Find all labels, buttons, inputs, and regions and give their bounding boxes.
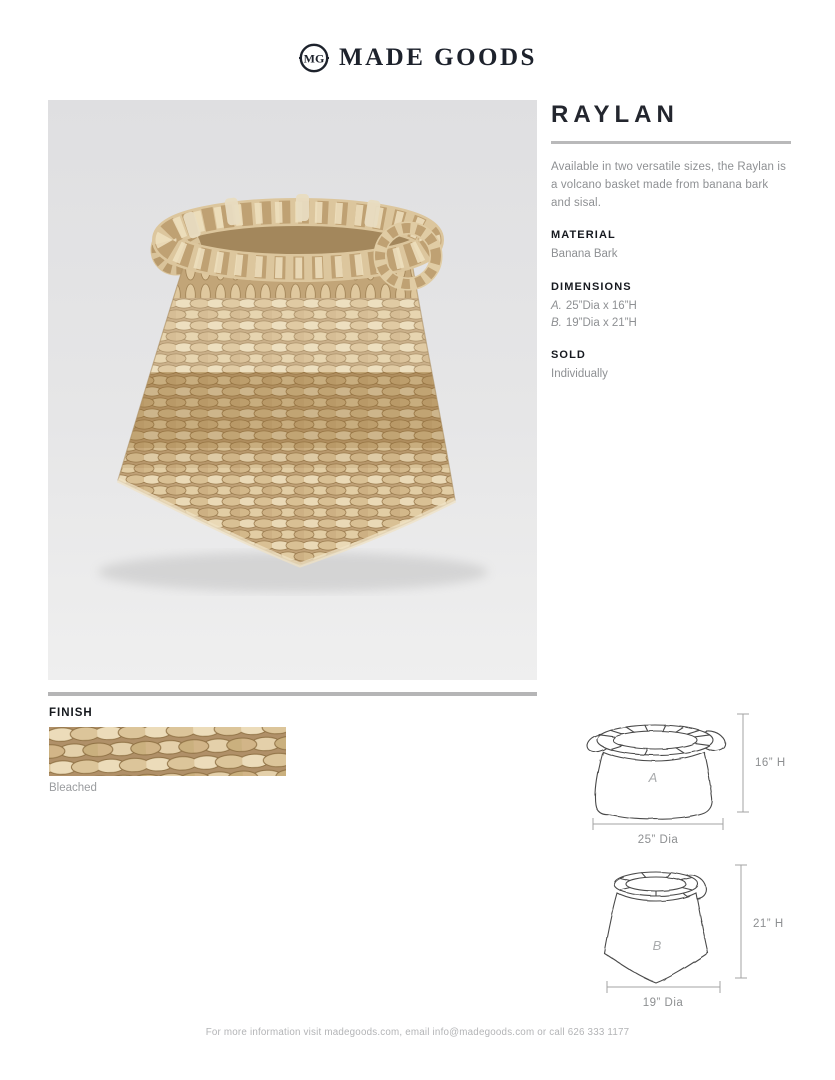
dimension-value-a: 25”Dia x 16”H [565,299,637,312]
brand-name: MADE GOODS [339,44,537,71]
sold-value: Individually [551,368,608,381]
sold-section [551,349,791,383]
footer-contact-line: For more information visit madegoods.com, email info@madegoods.com or call 626 333 1177 [205,1027,630,1038]
finish-swatch-illustration [49,727,286,776]
brand-header [0,42,835,74]
material-value: Banana Bark [551,248,618,261]
material-section [551,229,791,263]
section-divider [48,692,537,696]
diagram-b-height-dimension [735,865,784,978]
finish-swatch [49,727,286,776]
dimension-row-b [551,315,791,332]
diagram-b-width-label: 19” Dia [642,997,684,1009]
product-title: RAYLAN [551,101,679,128]
diagram-b-width-dimension [607,981,720,1009]
dimensions-label: DIMENSIONS [551,280,632,293]
diagram-a-width-dimension [593,818,723,846]
sold-label: SOLD [551,349,586,362]
dimension-variant-a: A. [551,299,562,312]
diagram-b-height-label: 21” H [753,918,784,930]
diagram-b-variant: B [652,938,662,953]
brand-monogram-icon [298,42,330,74]
diagram-b [583,856,833,1021]
dimension-row-a [551,298,791,315]
material-label: MATERIAL [551,229,616,242]
dimensions-section [551,281,791,333]
diagram-b-sketch [604,871,711,983]
dimension-variant-b: B. [551,316,562,329]
monogram-letters: MG [303,51,325,66]
finish-label: FINISH [49,707,93,719]
finish-name: Bleached [49,782,97,794]
dimension-value-b: 19”Dia x 21”H [565,316,637,329]
title-divider [551,141,791,144]
diagram-a [583,700,833,857]
product-description: Available in two versatile sizes, the Raylan is a volcano basket made from banana bark and sisal. [551,161,787,209]
diagram-a-width-label: 25” Dia [637,834,679,846]
basket-photo-illustration [48,100,537,680]
diagram-a-variant: A [648,770,658,785]
product-photo [48,100,537,680]
diagram-a-height-dimension [737,714,786,812]
product-details [551,101,791,383]
diagram-a-height-label: 16” H [755,757,786,769]
